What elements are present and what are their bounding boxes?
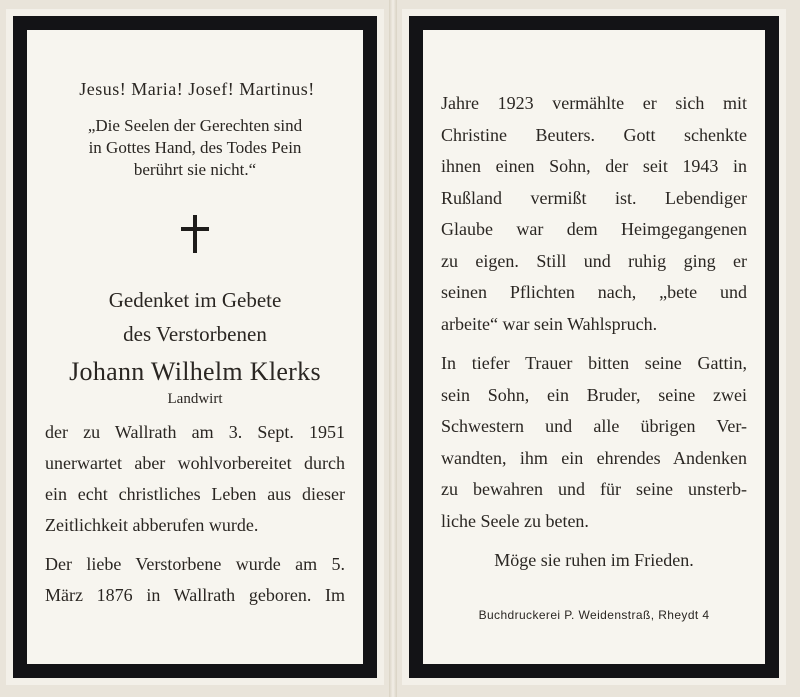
deceased-name: Johann Wilhelm Klerks [69,357,321,386]
text-line: ein echt christliches Leben aus dieser [45,484,345,504]
left-card [6,9,384,685]
text-line: wandten, ihm ein ehrendes Andenken [441,447,747,468]
death-paragraph [45,417,345,541]
text-line: seinen Pflichten nach, „bete und [441,282,747,302]
mourners-paragraph [441,348,747,537]
text-line: arbeite“ war sein Wahlspruch. [441,313,658,334]
text-line: unerwartet aber wohlvorbereitet durch [45,453,345,473]
text-line: Schwestern und alle übrigen Ver- [441,416,747,436]
text-line: Rußland vermißt ist. Lebendiger [441,187,747,208]
text-line: zu eigen. Still und ruhig ging er [441,250,747,271]
printer-imprint: Buchdruckerei P. Weidenstraß, Rheydt 4 [478,608,710,622]
text-line: März 1876 in Wallrath geboren. Im [45,585,345,605]
text-line: der zu Wallrath am 3. Sept. 1951 [45,422,345,442]
text-line: ihnen einen Sohn, der seit 1943 in [441,156,747,176]
mourning-border-left [13,16,377,678]
cross-icon [181,215,209,253]
birth-paragraph [45,549,345,611]
text-line: Glaube war dem Heimgegangenen [441,219,747,239]
text-line: Christine Beuters. Gott schenkte [441,124,747,145]
text-line: zu bewahren und für seine unsterb- [441,479,747,499]
remembrance-line-1: Gedenket im Gebete [108,288,282,312]
life-paragraph [441,88,747,340]
closing-blessing: Möge sie ruhen im Frieden. [494,550,694,570]
card-fold [389,0,397,697]
verse-line: „Die Seelen der Gerechten sind [87,116,303,135]
text-line: Jahre 1923 vermählte er sich mit [441,93,747,113]
remembrance-call [45,283,345,351]
mourning-border-right [409,16,779,678]
text-line: Der liebe Verstorbene wurde am 5. [45,554,345,574]
right-card [402,9,786,685]
text-line: In tiefer Trauer bitten seine Gattin, [441,353,747,373]
left-card-content [45,74,345,611]
text-line: Zeitlichkeit abberufen wurde. [45,515,259,535]
invocation-header: Jesus! Maria! Josef! Martinus! [79,79,315,99]
scripture-verse [45,115,345,181]
text-line: liche Seele zu beten. [441,510,589,531]
verse-line: berührt sie nicht.“ [133,160,257,179]
text-line: sein Sohn, ein Bruder, seine zwei [441,384,747,405]
deceased-occupation: Landwirt [167,391,223,407]
verse-line: in Gottes Hand, des Todes Pein [88,138,302,157]
right-card-content [441,88,747,577]
remembrance-line-2: des Verstorbenen [123,322,267,346]
